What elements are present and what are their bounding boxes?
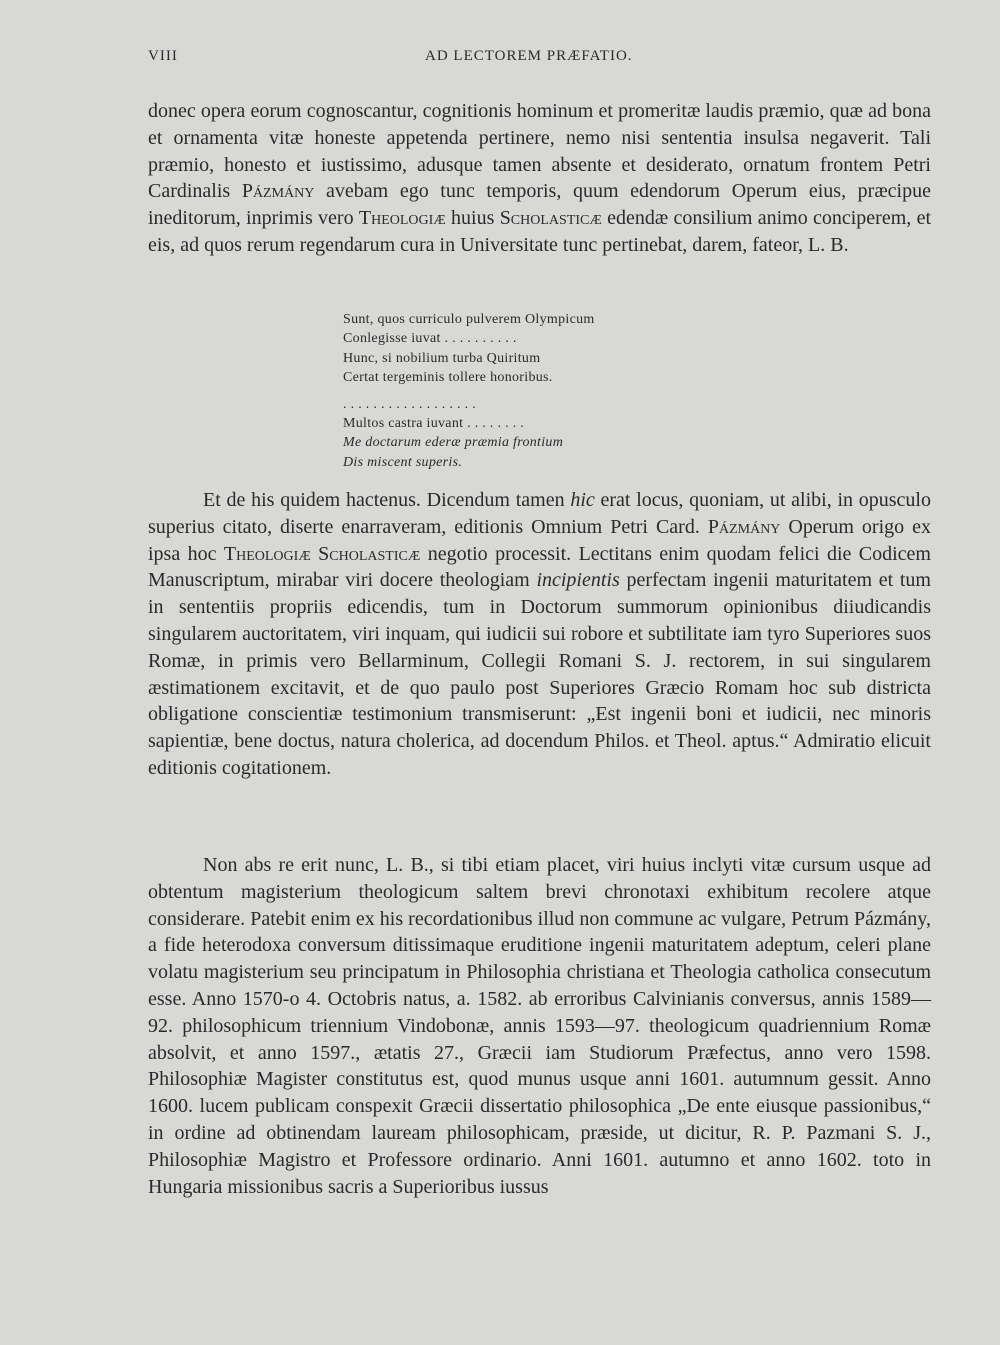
text-run: negotio processit. Lectitans enim quodam felici die Codicem Manuscriptum, mirabar viri docere theologiam	[148, 542, 931, 592]
text-run: avebam ego tunc temporis, quum edendorum Operum eius, præcipue ineditorum, inprimis vero	[148, 180, 931, 230]
text-run: edendæ consilium animo conciperem, et eis, ad quos rerum regendarum cura in Universitate tunc pertinebat, darem, fateor, L. B.	[148, 207, 931, 256]
verse-line: Sunt, quos curriculo pulverem Olympicum	[343, 312, 595, 327]
small-caps-title: Theologiæ Scholasticæ	[223, 542, 421, 565]
text-run: huius	[445, 207, 500, 230]
verse-line: Hunc, si nobilium turba Quiritum	[343, 350, 541, 366]
small-caps-title: Theologiæ	[358, 207, 446, 230]
text-run: donec opera eorum cognoscantur, cognitionis hominum et promeritæ laudis præmio, quæ ad bona et ornamenta vitæ honeste appetenda pertinere, nemo nisi sententia insulsa negaverit. Tali præmio, honesto et iustissimo, adusque tamen absente et desiderato, ornatum frontem Petri Cardinalis	[148, 100, 931, 203]
verse-ellipsis-line: . . . . . . . . . . . . . . . . . .	[343, 396, 476, 412]
paragraph-1-text	[148, 98, 931, 259]
verse-line-italic: Dis miscent superis.	[343, 454, 463, 470]
small-caps-title: Scholasticæ	[499, 207, 602, 230]
verse-quotation	[343, 310, 723, 472]
paragraph-3	[148, 852, 931, 1200]
verse-line: Certat tergeminis tollere honoribus.	[343, 370, 553, 386]
page-number: VIII	[148, 48, 178, 64]
italic-word: incipientis	[536, 569, 620, 592]
running-head	[148, 48, 928, 74]
paragraph-2	[148, 487, 931, 782]
paragraph-2-text	[148, 487, 931, 782]
verse-line: Multos castra iuvant . . . . . . . .	[343, 416, 525, 432]
text-run: Et de his quidem hactenus. Dicendum tamen	[203, 489, 571, 511]
running-title: AD LECTOREM PRÆFATIO.	[425, 48, 633, 64]
text-run: perfectam ingenii maturitatem et tum in sententiis propriis edicendis, tum in Doctorum summorum opinionibus diiudicandis singularem auctoritatem, viri inquam, qui iudicii sui robore et subtilitate iam tyro Superiores suos Romæ, in primis vero Bellarminum, Collegii Romani S. J. rectorem, in sui singularem æstimationem excitavit, et de quo paulo post Superiores Græcio Romam hoc sub districta obligatione conscientiæ testimonium transmiserunt: „Est ingenii boni et iudicii, nec minoris sapientiæ, bene doctus, natura cholerica, ad docendum Philos. et Theol. aptus.“ Admiratio elicuit editionis cogitationem.	[148, 569, 931, 779]
small-caps-name: Pázmány	[707, 515, 781, 538]
paragraph-1	[148, 98, 931, 259]
paragraph-3-text: Non abs re erit nunc, L. B., si tibi etiam placet, viri huius inclyti vitæ cursum usque ad obtentum magisterium theologicum saltem brevi chronotaxi exhibitum recolere atque considerare. Patebit enim ex his recordationibus illud non commune ac vulgare, Petrum Pázmány, a fide heterodoxa conversum ditissimaque eruditione ingenii maturitatem adeptum, celeri plane volatu magisterium seu principatum in Philosophia christiana et Theologia catholica consecutum esse. Anno 1570-o 4. Octobris natus, a. 1582. ab erroribus Calvinianis conversus, annis 1589—92. philosophicum triennium Vindobonæ, annis 1593—97. theologicum quadriennium Romæ absolvit, et anno 1597., ætatis 27., Græcii iam Studiorum Præfectus, anno vero 1598. Philosophiæ Magister constitutus est, quod munus usque anni 1601. autumnum gessit. Anno 1600. lucem publicam conspexit Græcii dissertatio philosophica „De ente eiusque passionibus,“ in ordine ad obtinendam lauream philosophicam, præside, ut dicitur, R. P. Pazmani S. J., Philosophiæ Magistro et Professore ordinario. Anni 1601. autumno et anno 1602. toto in Hungaria missionibus sacris a Superioribus iussus	[148, 854, 931, 1198]
verse-gap	[343, 388, 723, 395]
small-caps-name: Pázmány	[241, 180, 315, 203]
text-run: Operum origo ex ipsa hoc	[148, 515, 932, 565]
italic-word: hic	[570, 489, 595, 511]
text-run: erat locus, quoniam, ut alibi, in opusculo superius citato, diserte enarraveram, editionis Omnium Petri Card.	[148, 489, 931, 538]
verse-line: Conlegisse iuvat . . . . . . . . . .	[343, 331, 517, 347]
verse-line-italic: Me doctarum ederæ præmia frontium	[343, 435, 564, 451]
